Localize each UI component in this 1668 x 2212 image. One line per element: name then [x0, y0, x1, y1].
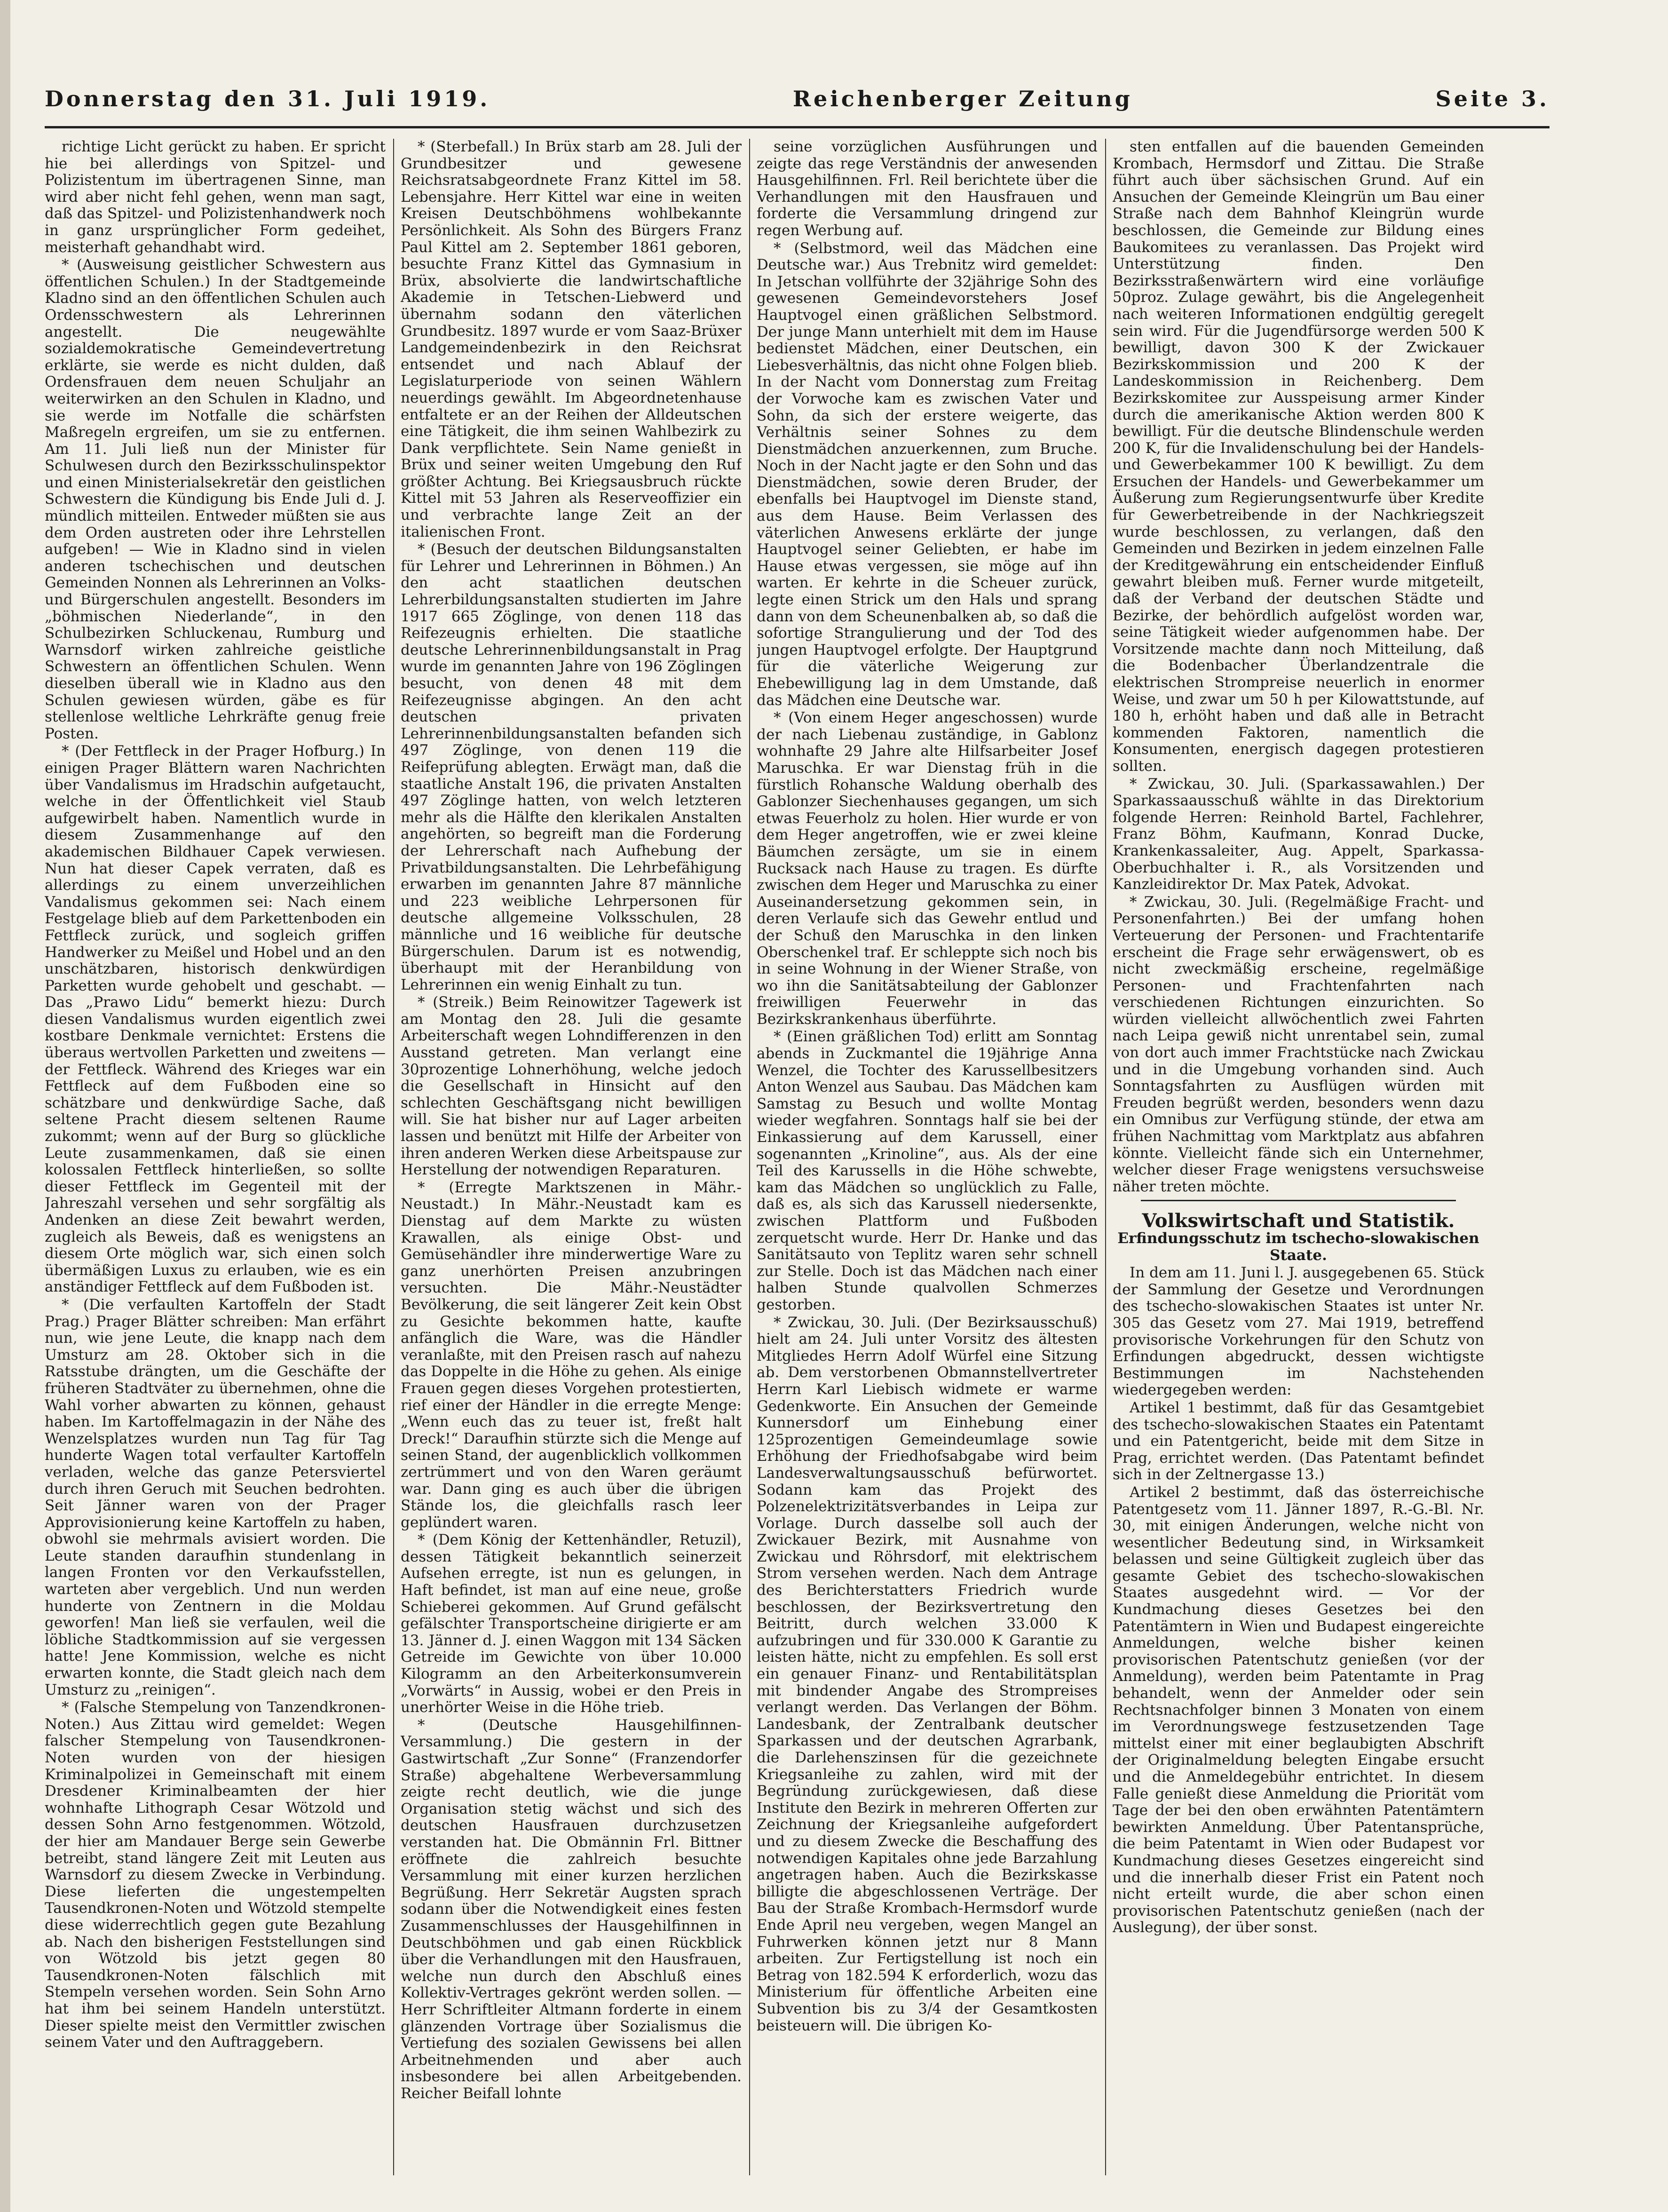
- article: * (Sterbefall.) In Brüx starb am 28. Juli der Grundbesitzer und gewesene Reichsratsabgeordnete Franz Kittel im 58. Lebensjahre. Herr Kittel war eine in weiten Kreisen Deutschböhmens wohlbekannte Persönlichkeit. Als Sohn des Bürgers Franz Paul Kittel am 2. September 1861 geboren, besuchte Franz Kittel das Gymnasium in Brüx, absolvierte die landwirtschaftliche Akademie in Tetschen-Liebwerd und übernahm sodann den väterlichen Grundbesitz. 1897 wurde er vom Saaz-Brüxer Landgemeindenbezirk in den Reichsrat entsendet und nach Ablauf der Legislaturperiode von seinen Wählern neuerdings gewählt. Im Abgeordnetenhause entfaltete er an der Reihen der Alldeutschen eine Tätigkeit, die ihm seinen Wahlbezirk zu Dank verpflichtete. Sein Name genießt in Brüx und seiner weiten Umgebung den Ruf größter Achtung. Bei Kriegsausbruch rückte Kittel mit 53 Jahren als Reserveoffizier ein und verbrachte lange Zeit an der italienischen Front.: [401, 139, 742, 540]
- article: Artikel 1 bestimmt, daß für das Gesamtgebiet des tschecho-slowakischen Staates ein Patentamt und ein Patentgericht, beide mit dem Sitze in Prag, errichtet werden. (Das Patentamt befindet sich in der Zeltnergasse 13.): [1113, 1399, 1484, 1483]
- column-1: [45, 139, 386, 2175]
- article: sten entfallen auf die bauenden Gemeinden Krombach, Hermsdorf und Zittau. Die Straße führt auch über sächsischen Grund. Auf ein Ansuchen der Gemeinde Kleingrün um Bau einer Straße nach dem Bahnhof Kleingrün wurde beschlossen, die Gemeinde zur Bildung eines Baukomitees zu veranlassen. Das Projekt wird Unterstützung finden. Den Bezirksstraßenwärtern wird eine vorläufige 50proz. Zulage gewährt, bis die Angelegenheit nach weiteren Informationen endgültig geregelt sein wird. Für die Jugendfürsorge werden 500 K bewilligt, davon 300 K der Zwickauer Bezirkskommission und 200 K der Landeskommission in Reichenberg. Dem Bezirkskomitee zur Ausspeisung armer Kinder durch die amerikanische Aktion werden 800 K bewilligt. Für die deutsche Blindenschule werden 200 K, für die Invalidenschulung bei der Handels- und Gewerbekammer 100 K bewilligt. Zu dem Ersuchen der Handels- und Gewerbekammer um Äußerung zum Regierungsentwurfe über Kredite für Gewerbetreibende in der Nachkriegszeit wurde beschlossen, zu verlangen, daß den Gemeinden und Bezirken in jedem einzelnen Falle der Kreditgewährung ein entscheidender Einfluß gewahrt bleiben muß. Ferner wurde mitgeteilt, daß der Verband der deutschen Städte und Bezirke, der behördlich aufgelöst worden war, seine Tätigkeit wieder aufgenommen habe. Der Vorsitzende machte dann noch Mitteilung, daß die Bodenbacher Überlandzentrale die elektrischen Strompreise neuerlich in enormer Weise, und zwar um 50 h per Kilowattstunde, auf 180 h, erhöht haben und daß alle in Betracht kommenden Faktoren, namentlich die Konsumenten, energisch dagegen protestieren sollten.: [1113, 139, 1484, 775]
- article: * (Einen gräßlichen Tod) erlitt am Sonntag abends in Zuckmantel die 19jährige Anna Wenzel, die Tochter des Karussellbesitzers Anton Wenzel aus Saubau. Das Mädchen kam Samstag zu Besuch und wollte Montag wieder wegfahren. Sonntags half sie bei der Einkassierung auf dem Karussell, einer sogenannten „Krinoline“, aus. Als der eine Teil des Karussells in die Höhe schwebte, kam das Mädchen so unglücklich zu Falle, daß es, als sich das Karussell niedersenkte, zwischen Plattform und Fußboden zerquetscht wurde. Herr Dr. Hanke und das Sanitätsauto von Teplitz waren sehr schnell zur Stelle. Doch ist das Mädchen nach einer halben Stunde qualvollen Schmerzes gestorben.: [757, 1028, 1098, 1313]
- article: * (Erregte Marktszenen in Mähr.-Neustadt.) In Mähr.-Neustadt kam es Dienstag auf dem Markte zu wüsten Krawallen, als einige Obst- und Gemüsehändler ihre minderwertige Ware zu ganz unerhörten Preisen anzubringen versuchten. Die Mähr.-Neustädter Bevölkerung, die seit längerer Zeit kein Obst zu Gesichte bekommen hatte, kaufte anfänglich die Ware, was die Händler veranlaßte, mit den Preisen rasch auf nahezu das Doppelte in die Höhe zu gehen. Als einige Frauen gegen dieses Vorgehen protestierten, rief einer der Händler in die erregte Menge: „Wenn euch das zu teuer ist, freßt halt Dreck!“ Daraufhin stürzte sich die Menge auf seinen Stand, der augenblicklich vollkommen zertrümmert und von den Waren geräumt war. Dann ging es auch über die übrigen Stände los, die gleichfalls rasch leer geplündert waren.: [401, 1179, 742, 1531]
- section-title: Volkswirtschaft und Statistik.: [1142, 1210, 1455, 1232]
- article: * (Falsche Stempelung von Tanzendkronen-Noten.) Aus Zittau wird gemeldet: Wegen falscher Stempelung von Tausendkronen-Noten wurden von der hiesigen Kriminalpolizei in Gemeinschaft mit einem Dresdener Kriminalbeamten der hier wohnhafte Lithograph Cesar Wötzold und dessen Sohn Arno festgenommen. Wötzold, der hier am Mandauer Berge sein Gewerbe betreibt, stand längere Zeit mit Leuten aus Warnsdorf zu diesem Zwecke in Verbindung. Diese lieferten die ungestempelten Tausendkronen-Noten und Wötzold stempelte diese widerrechtlich gegen gute Bezahlung ab. Nach den bisherigen Feststellungen sind von Wötzold bis jetzt gegen 80 Tausendkronen-Noten fälschlich mit Stempeln versehen worden. Sein Sohn Arno hat ihm bei seinem Handeln unterstützt. Dieser spielte meist den Vermittler zwischen seinem Vater und den Auftraggebern.: [45, 1699, 386, 2051]
- page-header: [45, 80, 1549, 118]
- article: * (Streik.) Beim Reinowitzer Tagewerk ist am Montag den 28. Juli die gesamte Arbeiterschaft wegen Lohndifferenzen in den Ausstand getreten. Man verlangt eine 30prozentige Lohnerhöhung, welche jedoch die Gesellschaft in Hinsicht auf den schlechten Geschäftsgang nicht bewilligen will. Sie hat bisher nur auf Lager arbeiten lassen und benützt mit Hilfe der Arbeiter von ihren anderen Werken diese Arbeitspause zur Herstellung der notwendigen Reparaturen.: [401, 994, 742, 1179]
- article: In dem am 11. Juni l. J. ausgegebenen 65. Stück der Sammlung der Gesetze und Verordnungen des tschecho-slowakischen Staates ist unter Nr. 305 das Gesetz vom 27. Mai 1919, betreffend provisorische Vorkehrungen für den Schutz von Erfindungen abgedruckt, dessen wichtigste Bestimmungen im Nachstehenden wiedergegeben werden:: [1113, 1264, 1484, 1399]
- section-rule: [1141, 1200, 1456, 1201]
- column-4: [1113, 139, 1484, 2175]
- article: * Zwickau, 30. Juli. (Der Bezirksausschuß) hielt am 24. Juli unter Vorsitz des ältesten Mitgliedes Herrn Adolf Würfel eine Sitzung ab. Dem verstorbenen Obmannstellvertreter Herrn Karl Liebisch widmete er warme Gedenkworte. Ein Ansuchen der Gemeinde Kunnersdorf um Einhebung einer 125prozentigen Gemeindeumlage sowie Erhöhung der Friedhofsabgabe wird beim Landesverwaltungsausschuß befürwortet. Sodann kam das Projekt des Polzenelektrizitätsverbandes in Leipa zur Vorlage. Durch dasselbe soll auch der Zwickauer Bezirk, mit Ausnahme von Zwickau und Röhrsdorf, mit elektrischem Strom versehen werden. Nach dem Antrage des Berichterstatters Friedrich wurde beschlossen, der Bezirksvertretung den Beitritt, durch welchen 33.000 K aufzubringen und für 330.000 K Garantie zu leisten hätte, nicht zu empfehlen. Es soll erst ein genauer Finanz- und Rentabilitätsplan mit bindender Angabe des Strompreises verlangt werden. Das Verlangen der Böhm. Landesbank, der Zentralbank deutscher Sparkassen und der deutschen Agrarbank, die Darlehenszinsen für die gezeichnete Kriegsanleihe zu zahlen, wird mit der Begründung zurückgewiesen, daß diese Institute den Bezirk in mehreren Offerten zur Zeichnung der Kriegsanleihe aufgefordert und zu diesem Zwecke die Beschaffung des notwendigen Kapitales ohne jede Barzahlung angetragen haben. Auch die Bezirkskasse billigte die abgeschlossenen Verträge. Der Bau der Straße Krombach-Hermsdorf wurde Ende April neu vergeben, wegen Mangel an Fuhrwerken können jetzt nur 8 Mann arbeiten. Zur Fertigstellung ist noch ein Betrag von 182.594 K erforderlich, wozu das Ministerium für öffentliche Arbeiten eine Subvention bis zu 3/4 der Gesamtkosten beisteuern will. Die übrigen Ko-: [757, 1314, 1098, 2034]
- article: richtige Licht gerückt zu haben. Er spricht hie bei allerdings von Spitzel- und Polizistentum im übertragenen Sinne, man wird aber nicht fehl gehen, wenn man sagt, daß das Spitzel- und Polizistenhandwerk noch in ganz ursprünglicher Form gedeihet, meisterhaft gehandhabt wird.: [45, 139, 386, 256]
- page-edge: [0, 0, 10, 2212]
- article: * Zwickau, 30. Juli. (Sparkassawahlen.) Der Sparkassaausschuß wählte in das Direktorium folgende Herren: Reinhold Bartel, Fachlehrer, Franz Böhm, Kaufmann, Konrad Ducke, Krankenkassaleiter, Aug. Appelt, Sparkassa-Oberbuchhalter i. R., als Vorsitzenden und Kanzleidirektor Dr. Max Patek, Advokat.: [1113, 775, 1484, 893]
- article: * (Von einem Heger angeschossen) wurde der nach Liebenau zuständige, in Gablonz wohnhafte 29 Jahre alte Hilfsarbeiter Josef Maruschka. Er war Dienstag früh in die fürstlich Rohansche Waldung oberhalb des Gablonzer Siechenhauses gegangen, um sich etwas Feuerholz zu holen. Hier wurde er von dem Heger angetroffen, wie er zwei kleine Bäumchen zersägte, um sie in einem Rucksack nach Hause zu tragen. Es dürfte zwischen dem Heger und Maruschka zu einer Auseinandersetzung gekommen sein, in deren Verlaufe sich das Gewehr entlud und der Schuß den Maruschka in den linken Oberschenkel traf. Er schleppte sich noch bis in seine Wohnung in der Wiener Straße, von wo ihn die Sanitätsabteilung der Gablonzer freiwilligen Feuerwehr in das Bezirkskrankenhaus überführte.: [757, 709, 1098, 1028]
- header-rule: [45, 126, 1549, 128]
- section-subtitle: Erfindungsschutz im tschecho-slowakischen Staate.: [1117, 1230, 1479, 1264]
- article: seine vorzüglichen Ausführungen und zeigte das rege Verständnis der anwesenden Hausgehilfinnen. Frl. Reil berichtete über die Verhandlungen mit den Hausfrauen und forderte die Versammlung dringend zur regen Werbung auf.: [757, 139, 1098, 239]
- header-paper-name: Reichenberger Zeitung: [792, 86, 1133, 111]
- column-2: [401, 139, 742, 2175]
- article: Artikel 2 bestimmt, daß das österreichische Patentgesetz vom 11. Jänner 1897, R.-G.-Bl. Nr. 30, mit einigen Änderungen, welche nicht von wesentlicher Bedeutung sind, in Wirksamkeit belassen und seine Gültigkeit zugleich über das gesamte Gebiet des tschecho-slowakischen Staates ausgedehnt wird. — Vor der Kundmachung dieses Gesetzes bei den Patentämtern in Wien und Budapest eingereichte Anmeldungen, welche bisher keinen provisorischen Patentschutz genießen (vor der Anmeldung), werden beim Patentamte in Prag behandelt, wenn der Anmelder oder sein Rechtsnachfolger binnen 3 Monaten von einem im Verordnungswege festzusetzenden Tage mittelst einer mit einer beglaubigten Abschrift der Originalmeldung belegten Eingabe ersucht und die Anmeldegebühr entrichtet. In diesem Falle genießt diese Anmeldung die Priorität vom Tage der bei den oben erwähnten Patentämtern bewirkten Anmeldung. Über Patentansprüche, die beim Patentamt in Wien oder Budapest vor Kundmachung dieses Gesetzes eingereicht sind und die innerhalb dieser Frist ein Patent noch nicht erteilt wurde, die aber schon einen provisorischen Patentschutz genießen (nach der Auslegung), der über sonst.: [1113, 1483, 1484, 1936]
- article: * (Der Fettfleck in der Prager Hofburg.) In einigen Prager Blättern waren Nachrichten über Vandalismus im Hradschin aufgetaucht, welche in der Öffentlichkeit viel Staub aufgewirbelt haben. Namentlich wurde in diesem Zusammenhange auf den akademischen Bildhauer Capek verwiesen. Nun hat dieser Capek verraten, daß es allerdings zu einem unverzeihlichen Vandalismus gekommen sei: Nach einem Festgelage blieb auf dem Parkettenboden ein Fettfleck zurück, und sogleich griffen Handwerker zu Meißel und Hobel und an den unschätzbaren, historisch denkwürdigen Parketten wurde gehobelt und geschabt. — Das „Prawo Lidu“ bemerkt hiezu: Durch diesen Vandalismus wurden eigentlich zwei kostbare Denkmale vernichtet: Erstens die überaus wertvollen Parketten und zweitens — der Fettfleck. Während des Krieges war ein Fettfleck auf dem Fußboden eine so schätzbare und denkwürdige Sache, daß seltene Pracht diesem seltenen Raume zukommt; wenn auf der Burg so glückliche Leute zusammenkamen, daß sie einen kolossalen Fettfleck hinterließen, so sollte dieser Fettfleck im Gegenteil mit der Jahreszahl versehen und sehr sorgfältig als Andenken an diese Zeit bewahrt werden, zugleich als Beweis, daß es wenigstens an diesem Orte möglich war, sich einen solch übermäßigen Luxus zu erlauben, wie es ein anständiger Fettfleck auf dem Fußboden ist.: [45, 743, 386, 1296]
- article: * Zwickau, 30. Juli. (Regelmäßige Fracht- und Personenfahrten.) Bei der umfang hohen Verteuerung der Personen- und Frachtentarife erscheint die Frage sehr erwägenswert, ob es nicht zweckmäßig erscheine, regelmäßige Personen- und Frachtenfahrten nach verschiedenen Richtungen einzurichten. So würden vielleicht allwöchentlich zwei Fahrten nach Leipa gewiß nicht unrentabel sein, zumal von dort auch immer Frachtstücke nach Zwickau und in die Umgebung vorhanden sind. Auch Sonntagsfahrten zu Ausflügen würden mit Freuden begrüßt werden, besonders wenn dazu ein Omnibus zur Verfügung stünde, der etwa am frühen Nachmittag vom Marktplatz aus abfahren könnte. Vielleicht fände sich ein Unternehmer, welcher dieser Frage wenigstens versuchsweise näher treten möchte.: [1113, 893, 1484, 1195]
- article: * (Besuch der deutschen Bildungsanstalten für Lehrer und Lehrerinnen in Böhmen.) An den acht staatlichen deutschen Lehrerbildungsanstalten studierten im Jahre 1917 665 Zöglinge, von denen 118 das Reifezeugnis erhielten. Die staatliche deutsche Lehrerinnenbildungsanstalt in Prag wurde im genannten Jahre von 196 Zöglingen besucht, von denen 48 mit dem Reifezeugnisse abgingen. An den acht deutschen privaten Lehrerinnenbildungsanstalten befanden sich 497 Zöglinge, von denen 119 die Reifeprüfung ablegten. Erwägt man, daß die staatliche Anstalt 196, die privaten Anstalten 497 Zöglinge hatten, von welch letzteren mehr als die Hälfte den klerikalen Anstalten angehörten, so begreift man die Forderung der Lehrerschaft nach Aufhebung der Privatbildungsanstalten. Die Lehrbefähigung erwarben im genannten Jahre 87 männliche und 223 weibliche Lehrpersonen für deutsche allgemeine Volksschulen, 28 männliche und 16 weibliche für deutsche Bürgerschulen. Darum ist es notwendig, überhaupt mit der Heranbildung von Lehrerinnen ein wenig Einhalt zu tun.: [401, 541, 742, 993]
- column-rule: [749, 139, 750, 2175]
- article: * (Selbstmord, weil das Mädchen eine Deutsche war.) Aus Trebnitz wird gemeldet: In Jetschan vollführte der 32jährige Sohn des gewesenen Gemeindevorstehers Josef Hauptvogel einen gräßlichen Selbstmord. Der junge Mann unterhielt mit dem im Hause bedienstet Mädchen, einer Deutschen, ein Liebesverhältnis, das nicht ohne Folgen blieb. In der Nacht vom Donnerstag zum Freitag der Vorwoche kam es zwischen Vater und Sohn, da sich der erstere weigerte, das Verhältnis seiner Sohnes zu dem Dienstmädchen anzuerkennen, zum Bruche. Noch in der Nacht jagte er den Sohn und das Dienstmädchen, sowie deren Bruder, der ebenfalls bei Hauptvogel im Dienste stand, aus dem Hause. Beim Verlassen des väterlichen Anwesens erklärte der junge Hauptvogel seiner Geliebten, er habe im Hause etwas vergessen, sie möge auf ihn warten. Er kehrte in die Scheuer zurück, legte einen Strick um den Hals und sprang dann von dem Scheunenbalken ab, so daß die sofortige Strangulierung und der Tod des jungen Hauptvogel erfolgte. Der Hauptgrund für die väterliche Weigerung zur Ehebewilligung lag in dem Umstande, daß das Mädchen eine Deutsche war.: [757, 239, 1098, 709]
- article: * (Dem König der Kettenhändler, Retuzil), dessen Tätigkeit bekanntlich seinerzeit Aufsehen erregte, ist nun es gelungen, in Haft befindet, ist man auf eine neue, große Schieberei gekommen. Auf Grund gefälscht gefälschter Transportscheine dirigierte er am 13. Jänner d. J. einen Waggon mit 134 Säcken Getreide im Gewichte von über 10.000 Kilogramm an den Arbeiterkonsumverein „Vorwärts“ in Aussig, wobei er den Preis in unerhörter Weise in die Höhe trieb.: [401, 1531, 742, 1716]
- article: * (Deutsche Hausgehilfinnen-Versammlung.) Die gestern in der Gastwirtschaft „Zur Sonne“ (Franzendorfer Straße) abgehaltene Werbeversammlung zeigte recht deutlich, wie die junge Organisation stetig wächst und sich des deutschen Hausfrauen durchzusetzen verstanden hat. Die Obmännin Frl. Bittner eröffnete die zahlreich besuchte Versammlung mit einer kurzen herzlichen Begrüßung. Herr Sekretär Augsten sprach sodann über die Notwendigkeit eines festen Zusammenschlusses der Hausgehilfinnen in Deutschböhmen und gab einen Rückblick über die Verhandlungen mit den Hausfrauen, welche nun durch den Abschluß eines Kollektiv-Vertrages gekrönt werden sollen. — Herr Schriftleiter Altmann forderte in einem glänzenden Vortrage über Sozialismus die Vertiefung des sozialen Gewissens bei allen Arbeitnehmenden und aber auch insbesondere bei allen Arbeitgebenden. Reicher Beifall lohnte: [401, 1716, 742, 2102]
- column-rule: [393, 139, 394, 2175]
- header-date: Donnerstag den 31. Juli 1919.: [45, 86, 490, 111]
- article: * (Die verfaulten Kartoffeln der Stadt Prag.) Prager Blätter schreiben: Man erfährt nun, wie jene Leute, die knapp nach dem Umsturz am 28. Oktober sich in die Ratsstube drängten, um die Geschäfte der früheren Stadtväter zu übernehmen, ohne die Wahl vorher abwarten zu können, gehaust haben. Im Kartoffelmagazin in der Nähe des Wenzelsplatzes wurden nun Tag für Tag hunderte Wagen total verfaulter Kartoffeln verladen, welche das ganze Petersviertel durch ihren Geruch mit Seuchen bedrohten. Seit Jänner waren von der Prager Approvisionierung keine Kartoffeln zu haben, obwohl sie mehrmals avisiert worden. Die Leute standen daraufhin stundenlang in langen Fronten vor den Verkaufsstellen, warteten aber vergeblich. Und nun werden hunderte von Zentnern in die Moldau geworfen! Man ließ sie verfaulen, weil die löbliche Stadtkommission auf sie vergessen hatte! Jene Kommission, welche es nicht erwarten konnte, die Stadt gleich nach dem Umsturz zu „reinigen“.: [45, 1296, 386, 1698]
- header-page-number: Seite 3.: [1435, 86, 1549, 111]
- column-rule: [1105, 139, 1106, 2175]
- article: * (Ausweisung geistlicher Schwestern aus öffentlichen Schulen.) In der Stadtgemeinde Kladno sind an den öffentlichen Schulen auch Ordensschwestern als Lehrerinnen angestellt. Die neugewählte sozialdemokratische Gemeindevertretung erklärte, sie werde es nicht dulden, daß Ordensfrauen dem neuen Schuljahr an weiterwirken an den Schulen in Kladno, und sie werde im Notfalle die schärfsten Maßregeln ergreifen, um sie zu entfernen. Am 11. Juli ließ nun der Minister für Schulwesen durch den Bezirksschulinspektor und einen Ministerialsekretär den geistlichen Schwestern die Kündigung bis Ende Juli d. J. mündlich mitteilen. Entweder müßten sie aus dem Orden austreten oder ihre Lehrstellen aufgeben! — Wie in Kladno sind in vielen anderen tschechischen und deutschen Gemeinden Nonnen als Lehrerinnen an Volks- und Bürgerschulen angestellt. Besonders im „böhmischen Niederlande“, in den Schulbezirken Schluckenau, Rumburg und Warnsdorf wirken zahlreiche geistliche Schwestern an öffentlichen Schulen. Wenn dieselben überall wie in Kladno aus den Schulen gewiesen würden, gäbe es für stellenlose weltliche Lehrkräfte genug freie Posten.: [45, 256, 386, 742]
- column-3: [757, 139, 1098, 2175]
